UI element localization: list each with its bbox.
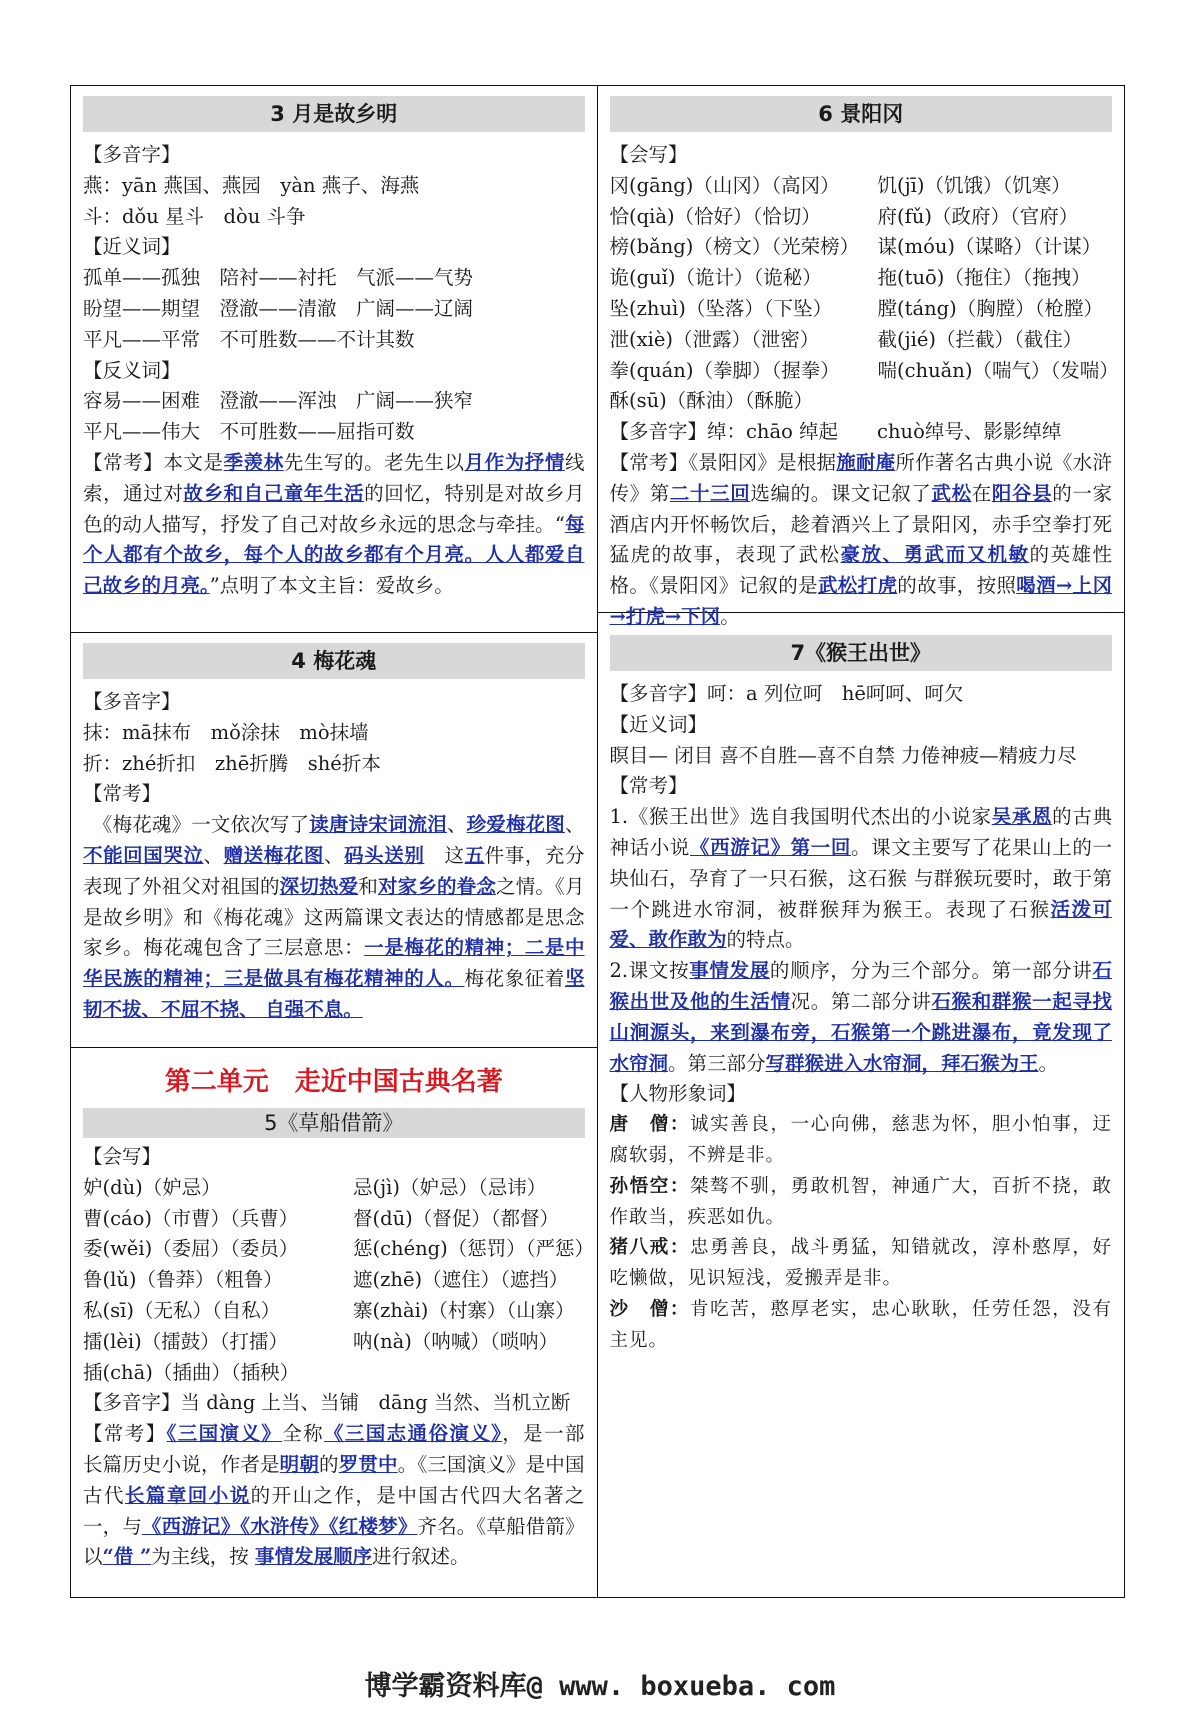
text-run: 、 (564, 813, 585, 837)
key-phrase: 深切热爱 (279, 874, 359, 898)
text-run: 的 (319, 1452, 339, 1476)
character-trait (610, 1172, 1113, 1234)
key-phrase: 事情发展 (689, 959, 770, 983)
key-phrase: 《三国志通俗演义》 (323, 1422, 503, 1446)
section-title: 5《草船借箭》 (83, 1108, 585, 1138)
text-line: 【多音字】 (83, 143, 181, 166)
word-cell: 曹(cáo)（市曹）（兵曹） (83, 1206, 299, 1230)
text-run: 齐名。《草船借箭》以 (83, 1514, 585, 1569)
word-cell: 榜(bǎng)（榜文）（光荣榜） (609, 235, 860, 259)
text-line: 【常考】 (609, 774, 688, 798)
key-phrase: 罗贯中 (338, 1452, 398, 1476)
key-phrase: 《西游记》第一回 (690, 835, 851, 859)
word-cell (878, 386, 1119, 417)
text-run: 之情。《月是故乡明》和《梅花魂》这两篇课文表达的情感都是思念家乡。梅花魂包含了三层意思： (83, 874, 585, 960)
subheading: 【会写】 (609, 143, 688, 166)
section-7-exam-paragraph-2 (610, 956, 1113, 1079)
key-phrase: 武松 (931, 481, 972, 505)
text-line: 抹：mā抹布 mǒ涂抹 mò抹墙 (83, 720, 369, 744)
word-cell: 插(chā)（插曲）（插秧） (83, 1360, 300, 1384)
key-phrase: 吴承恩 (991, 805, 1053, 829)
word-cell: 遮(zhē)（遮住）（遮挡） (353, 1268, 569, 1292)
key-phrase: 石猴和群猴一起寻找山涧源头，来到瀑布旁，石猴第一个跳进瀑布，竟发现了水帘洞 (609, 989, 1112, 1075)
key-phrase: 一是梅花的精神；二是中华民族的精神；三是做具有梅花精神的人。 (83, 936, 585, 991)
text-run: 线索，通过对 (83, 450, 585, 505)
word-cell: 拖(tuō)（拖住）（拖拽） (877, 266, 1091, 290)
text-line: 【常考】 (83, 782, 162, 806)
section-5-word-grid (83, 1173, 595, 1389)
text-run: 【常考】《景阳冈》是根据 (609, 450, 837, 474)
key-phrase: 故乡和自己童年生活 (183, 481, 365, 505)
section-7-lines (610, 679, 1113, 802)
word-cell: 府(fǔ)（政府）（官府） (877, 204, 1079, 228)
text-run: 和 (358, 874, 379, 898)
unit-heading: 第二单元 走近中国古典名著 (164, 1067, 503, 1097)
text-line: 【多音字】 (83, 690, 181, 713)
key-phrase: 明朝 (279, 1452, 320, 1476)
character-name: 猪八戒： (609, 1237, 690, 1259)
text-run: 。 (720, 604, 740, 628)
section-5-exam-paragraph (83, 1419, 604, 1573)
key-phrase: 珍爱梅花图 (466, 813, 565, 837)
text-run: 。课文主要写了花果山上的一块仙石，孕育了一只石猴，这石猴 与群猴玩要时，敢于第一个跳进水帘洞，被群猴拜为猴王。表现了石猴 (609, 835, 1112, 921)
text-line: 折：zhé折扣 zhē折腾 shé折本 (83, 751, 381, 775)
character-trait (610, 1233, 1113, 1295)
character-name: 孙悟空： (609, 1175, 690, 1197)
text-run: ”点明了本文主旨：爱故乡。 (209, 574, 454, 598)
section-title: 7《猴王出世》 (610, 635, 1113, 671)
character-description: 诚实善良，一心向佛，慈悲为怀，胆小怕事，迂腐软弱，不辨是非。 (609, 1114, 1112, 1166)
word-cell: 惩(chéng)（惩罚）（严惩） (353, 1237, 595, 1261)
key-phrase: 码头送别 (344, 843, 425, 867)
character-trait (610, 1295, 1113, 1357)
word-cell: 鲁(lǔ)（鲁莽）（粗鲁） (83, 1268, 283, 1292)
key-phrase: 活泼可爱、敢作敢为 (609, 897, 1112, 952)
character-name: 唐 僧： (609, 1114, 690, 1136)
text-run: 的故事，按照 (897, 574, 1017, 598)
key-phrase: 施耐庵 (836, 450, 896, 474)
text-run: 、 (203, 843, 224, 867)
text-run: 梅花象征着 (464, 967, 565, 991)
word-cell: 寨(zhài)（村寨）（山寨） (353, 1298, 575, 1322)
word-cell: 恰(qià)（恰好）（恰切） (609, 204, 821, 228)
key-phrase: 豪放、勇武而又机敏 (840, 543, 1030, 567)
character-description: 桀骜不驯，勇敢机智，神通广大，百折不挠，敢作敢当，疾恶如仇。 (609, 1175, 1112, 1228)
word-cell: 委(wěi)（委屈）（委员） (83, 1237, 299, 1261)
word-cell: 饥(jī)（饥饿）（饥寒） (877, 173, 1071, 197)
key-phrase: 写群猴进入水帘洞，拜石猴为王 (765, 1051, 1039, 1075)
text-run: 这 (424, 843, 465, 867)
text-line: 【近义词】 (609, 712, 708, 736)
text-run: 的特点。 (726, 928, 805, 952)
key-phrase: 月作为抒情 (464, 450, 565, 474)
text-line: 【多音字】呵：a 列位呵 hē呵呵、呵欠 (609, 682, 964, 705)
text-run: 的古典神话小说 (609, 805, 1112, 859)
key-phrase: 石猴出世及他的生活情 (609, 959, 1112, 1013)
key-phrase: 喝酒→上冈→打虎→下冈 (609, 574, 1112, 628)
footer-watermark: 博学霸资料库@ www. boxueba. com (364, 1671, 836, 1702)
text-line: 斗：dǒu 星斗 dòu 斗争 (83, 204, 306, 228)
section-3 (71, 86, 597, 633)
text-run: 《梅花魂》一文依次写了 (83, 813, 310, 837)
key-phrase: 五 (464, 843, 485, 867)
key-phrase: 长篇章回小说 (124, 1483, 251, 1507)
key-phrase: 二十三回 (669, 481, 751, 505)
text-run: 所作著名古典小说《水浒传》第 (609, 450, 1112, 505)
word-cell: 私(sī)（无私）（自私） (83, 1298, 281, 1322)
text-line: 燕：yān 燕国、燕园 yàn 燕子、海燕 (83, 173, 420, 197)
subheading: 【人物形象词】 (609, 1082, 747, 1106)
word-cell: 谋(móu)（谋略）（计谋） (877, 235, 1102, 259)
text-run: 。 (1038, 1051, 1059, 1075)
text-run: 1.《猴王出世》选自我国明代杰出的小说家 (609, 805, 992, 829)
section-6-exam-paragraph (610, 448, 1113, 633)
text-line: 盼望——期望 澄澈——清澈 广阔——辽阔 (83, 296, 474, 320)
text-line: 【近义词】 (83, 235, 181, 259)
text-run: 【常考】本文是 (83, 450, 224, 474)
word-cell: 坠(zhuì)（坠落）（下坠） (609, 296, 833, 320)
key-phrase: 每个人都有个故乡，每个人的故乡都有个月亮。人人都爱自己故乡的月亮。 (83, 512, 585, 598)
word-cell: 呐(nà)（呐喊）（唢呐） (353, 1329, 559, 1353)
text-run: 的英雄性格。《景阳冈》记叙的是 (609, 543, 1112, 598)
section-title: 3 月是故乡明 (83, 96, 585, 132)
section-7-exam-paragraph-1 (610, 802, 1113, 956)
word-cell: 泄(xiè)（泄露）（泄密） (609, 327, 820, 351)
text-run: 【常考】 (83, 1422, 167, 1446)
word-cell: 诡(guǐ)（诡计）（诡秘） (609, 266, 822, 290)
key-phrase: “借 ” (102, 1545, 152, 1569)
section-4-lines (83, 687, 585, 810)
right-column (598, 86, 1125, 1597)
section-3-lines (83, 140, 585, 448)
text-line: 孤单——孤独 陪衬——衬托 气派——气势 (83, 266, 474, 290)
section-6-word-grid (609, 171, 1119, 417)
text-run: 2.课文按 (609, 959, 690, 983)
text-run: ，是一部 长篇历史小说，作者是 (83, 1422, 604, 1476)
text-run: 的开山之作，是中国古代四大名著之一，与 (83, 1483, 585, 1538)
word-cell: 督(dū)（督促）（都督） (353, 1206, 560, 1230)
section-6 (598, 86, 1125, 628)
key-phrase: 季羡林 (223, 450, 284, 474)
text-run: 全称 (282, 1422, 324, 1446)
character-traits-list (610, 1110, 1113, 1356)
key-phrase: 阳谷县 (991, 481, 1053, 505)
text-run: 的回忆，特别是对故乡月色的动人描写，抒发了自己对故乡永远的思念与牵挂。“ (83, 481, 585, 536)
section-4-exam-paragraph (83, 810, 585, 1026)
character-description: 忠勇善良，战斗勇猛，知错就改，淳朴憨厚，好吃懒做，见识短浅，爱搬弄是非。 (609, 1237, 1112, 1290)
word-cell: 截(jié)（拦截）（截住） (877, 327, 1083, 351)
word-cell: 冈(gāng)（山冈）（高冈） (609, 173, 840, 197)
text-line: 容易——困难 澄澈——浑浊 广阔——狭窄 (83, 389, 474, 413)
text-run: 选编的。课文记叙了 (750, 481, 932, 505)
word-cell: 擂(lèi)（擂鼓）（打擂） (83, 1329, 288, 1353)
word-cell: 拳(quán)（拳脚）（握拳） (609, 358, 840, 382)
key-phrase: 坚韧不拔、不屈不挠、 自强不息。 (83, 967, 585, 1021)
section-4 (71, 633, 597, 1048)
key-phrase: 读唐诗宋词流泪 (309, 813, 447, 837)
left-column (71, 86, 604, 1597)
word-cell: 妒(dù)（妒忌） (83, 1175, 221, 1199)
key-phrase: 武松打虎 (817, 574, 898, 598)
key-phrase: 对家乡的眷念 (378, 874, 497, 898)
text-run: 的顺序，分为三个部分。第一部分讲 (769, 959, 1093, 983)
character-name: 沙 僧： (609, 1298, 690, 1320)
key-phrase: 《西游记》《水浒传》《红楼梦》 (142, 1514, 418, 1538)
text-run: 、 (446, 813, 467, 837)
text-run: 件事，充分表现了外祖父对祖国的 (83, 843, 585, 898)
section-title: 6 景阳冈 (610, 96, 1113, 132)
key-phrase: 事情发展顺序 (254, 1545, 372, 1569)
text-run: 、 (323, 843, 345, 867)
text-run: 况。第二部分讲 (790, 989, 932, 1013)
key-phrase: 《三国演义》 (166, 1422, 283, 1446)
section-title: 4 梅花魂 (83, 643, 585, 679)
section-3-exam-paragraph (83, 448, 585, 602)
text-run: 的一家酒店内开怀畅饮后，趁着酒兴上了景阳冈，赤手空拳打死猛虎的故事，表现了武松 (609, 481, 1112, 567)
word-cell: 忌(jì)（妒忌）（忌讳） (353, 1175, 547, 1199)
text-line: 瞑目— 闭目 喜不自胜—喜不自禁 力倦神疲—精疲力尽 (609, 743, 1077, 767)
word-cell: 酥(sū)（酥油）（酥脆） (609, 389, 814, 413)
polyphone-line: 【多音字】当 dàng 上当、当铺 dāng 当然、当机立断 (83, 1391, 571, 1415)
section-7 (598, 613, 1125, 1363)
text-line: 平凡——伟大 不可胜数——屈指可数 (83, 420, 415, 444)
section-5 (71, 1048, 604, 1579)
word-cell: 喘(chuǎn)（喘气）（发喘） (877, 358, 1119, 382)
text-line: 平凡——平常 不可胜数——不计其数 (83, 327, 415, 351)
text-run: 为主线，按 (151, 1545, 255, 1569)
character-description: 肯吃苦，憨厚老实，忠心耿耿，任劳任怨，没有主见。 (609, 1298, 1112, 1351)
text-run: 先生写的。老先生以 (283, 450, 465, 474)
key-phrase: 赠送梅花图 (223, 843, 324, 867)
key-phrase: 不能回国哭泣 (83, 843, 204, 867)
text-run: 进行叙述。 (371, 1545, 470, 1569)
character-trait (610, 1110, 1113, 1172)
text-run: 。《三国演义》是中国古代 (83, 1452, 585, 1507)
subheading: 【会写】 (83, 1145, 162, 1168)
word-cell (353, 1358, 594, 1389)
content-table (70, 85, 1125, 1598)
text-run: 在 (971, 481, 992, 505)
word-cell: 膛(táng)（胸膛）（枪膛） (877, 296, 1103, 320)
text-line: 【反义词】 (83, 358, 181, 382)
polyphone-line: 【多音字】绰：chāo 绰起 chuò绰号、影影绰绰 (609, 420, 1062, 444)
text-run: 。第三部分 (668, 1051, 766, 1075)
